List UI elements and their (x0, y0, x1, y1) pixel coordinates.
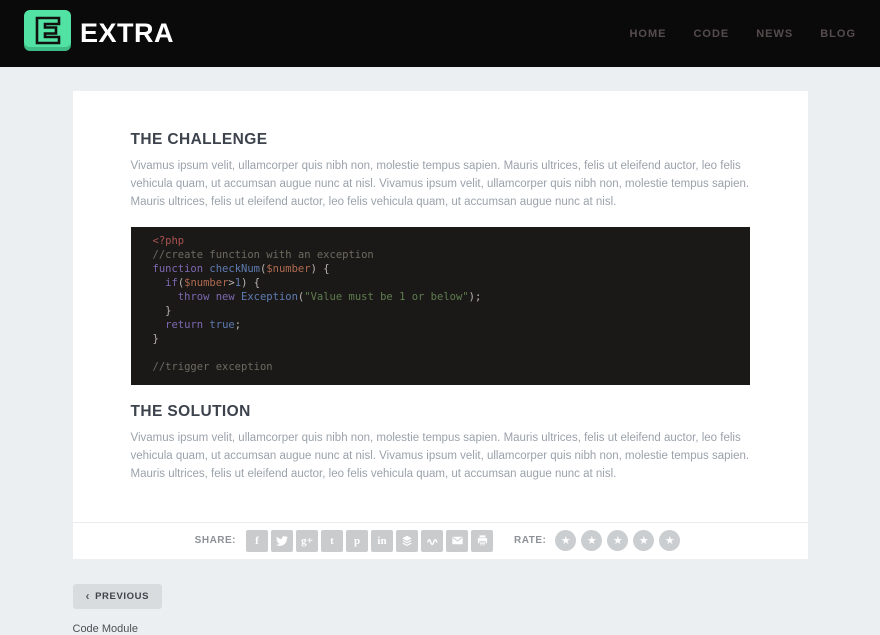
nav-item-news[interactable]: NEWS (756, 27, 794, 40)
code-block (131, 227, 750, 385)
share-icons (246, 530, 496, 552)
code-line: } (152, 333, 159, 346)
main-nav (629, 28, 856, 40)
rate-label: RATE: (514, 535, 547, 547)
challenge-text: Vivamus ipsum velit, ullamcorper quis nibh non, molestie tempus sapien. Mauris ultrices, felis ut eleifend auctor, leo felis vehicula quam, ut accumsan augue nunc at nisl. Vivamus ipsum velit, ullamcorper quis nibh non, molestie tempus sapien. Mauris ultrices, felis ut eleifend auctor, leo felis vehicula quam, ut accumsan augue nunc at nisl. (130, 160, 750, 208)
rate-star-2[interactable] (581, 530, 602, 551)
code-line: //create function with an exception (152, 249, 374, 262)
rate-star-5[interactable] (659, 530, 680, 551)
facebook-share-button[interactable]: f (246, 530, 268, 552)
email-share-button[interactable] (446, 530, 468, 552)
code-line: //trigger exception (152, 361, 273, 374)
share-bar (73, 522, 808, 559)
article-body (73, 91, 808, 484)
solution-title: THE SOLUTION (130, 403, 251, 421)
linkedin-share-button[interactable]: in (371, 530, 393, 552)
rate-stars (555, 530, 685, 551)
brand-name: EXTRA (80, 18, 175, 48)
star-icon: ★ (664, 535, 675, 548)
star-icon: ★ (612, 535, 623, 548)
article-card (73, 91, 808, 559)
code-line: return true; (165, 319, 242, 332)
star-icon: ★ (586, 535, 597, 548)
solution-text: Vivamus ipsum velit, ullamcorper quis nibh non, molestie tempus sapien. Mauris ultrices, felis ut eleifend auctor, leo felis vehicula quam, ut accumsan augue nunc at nisl. Vivamus ipsum velit, ullamcorper quis nibh non, molestie tempus sapien. Mauris ultrices, felis ut eleifend auctor, leo felis vehicula quam, ut accumsan augue nunc at nisl. (130, 432, 750, 481)
nav-item-blog[interactable]: BLOG (820, 27, 856, 40)
code-line: function checkNum($number) { (152, 263, 330, 276)
pagination-area (73, 584, 808, 635)
previous-post-title: Code Module (72, 622, 138, 635)
previous-button[interactable] (73, 584, 163, 609)
code-line: <?php (152, 235, 185, 248)
star-icon: ★ (638, 535, 649, 548)
nav-item-code[interactable]: CODE (693, 27, 730, 40)
chevron-left-icon: ‹ (85, 589, 91, 604)
rate-star-4[interactable] (633, 530, 654, 551)
extra-logo-icon (24, 10, 71, 57)
top-navbar (0, 0, 880, 67)
share-label: SHARE: (194, 535, 237, 547)
print-share-button[interactable] (471, 530, 493, 552)
code-line: throw new Exception("Value must be 1 or below"); (177, 291, 482, 304)
google-plus-share-button[interactable]: g+ (296, 530, 318, 552)
twitter-share-button[interactable] (271, 530, 293, 552)
code-line: if($number>1) { (165, 277, 261, 290)
rate-star-3[interactable] (607, 530, 628, 551)
code-line (153, 347, 728, 361)
rate-star-1[interactable] (555, 530, 576, 551)
tumblr-share-button[interactable]: t (321, 530, 343, 552)
challenge-title: THE CHALLENGE (130, 131, 268, 148)
buffer-share-button[interactable] (396, 530, 418, 552)
star-icon: ★ (560, 535, 571, 548)
pinterest-share-button[interactable]: p (346, 530, 368, 552)
nav-item-home[interactable]: HOME (629, 27, 667, 40)
stumbleupon-share-button[interactable] (421, 530, 443, 552)
brand-logo[interactable] (24, 10, 174, 57)
previous-button-label: PREVIOUS (95, 590, 150, 602)
code-line: } (152, 305, 172, 318)
